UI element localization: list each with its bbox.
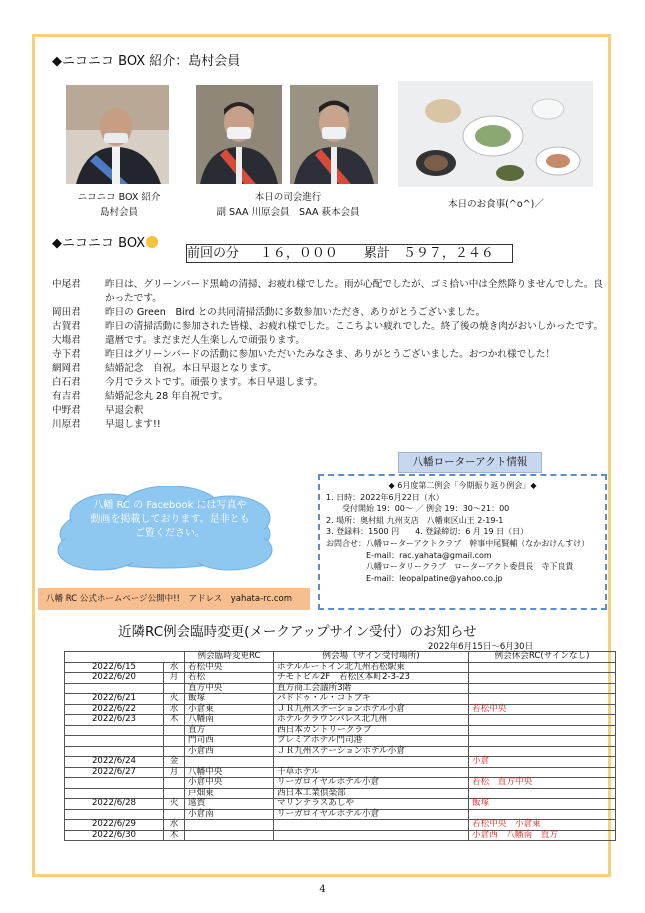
table-cell-date: [65, 683, 164, 694]
table-row: [65, 673, 616, 684]
photo-kawahara: [196, 85, 282, 184]
table-cell-dow: [164, 788, 185, 799]
table-cell-place: リーガロイヤルホテル小倉: [274, 809, 469, 820]
table-cell-off: [469, 694, 616, 705]
table-cell-dow: 水: [164, 704, 185, 715]
message-name: 大塲君: [52, 335, 81, 346]
table-row: [65, 809, 616, 820]
table-cell-date: [65, 778, 164, 789]
table-row: [65, 725, 616, 736]
table-cell-place: [274, 820, 469, 831]
rotaract-title: 八幡ローターアクト情報: [398, 452, 542, 473]
rotaract-line: E-mail：rac.yahata@gmail.com: [326, 550, 492, 560]
table-cell-date: [65, 809, 164, 820]
message-text: 昨日は、グリーンバード黒崎の清掃、お疲れ様でした。雨が心配でしたが、ゴミ拾い中は全然降りませんでした。良かったです。: [105, 279, 604, 304]
table-header: [65, 652, 616, 663]
message-name: 古賀君: [52, 321, 81, 332]
table-cell-off: [469, 767, 616, 778]
table-cell-dow: 木: [164, 715, 185, 726]
table-row: [65, 788, 616, 799]
table-cell-place: ＪＲ九州ステーションホテル小倉: [274, 746, 469, 757]
table-row: [65, 757, 616, 768]
message-row: [52, 278, 604, 306]
table-row: [65, 715, 616, 726]
table-cell-off: [469, 715, 616, 726]
message-name: 有吉君: [52, 391, 81, 402]
table-cell-rc: 直方中央: [185, 683, 274, 694]
heading-niconico-intro: ◆ニコニコ BOX 紹介：島村会員: [52, 54, 241, 69]
table-row: [65, 799, 616, 810]
donation-summary: 前回の分 １６，０００ 累計 ５９７，２４６: [186, 244, 513, 263]
table-cell-date: [65, 746, 164, 757]
table-cell-rc: 小倉東: [185, 704, 274, 715]
table-cell-rc: 小倉中央: [185, 778, 274, 789]
homepage-banner-text: 八幡 RC 公式ホームページ公開中!! アドレス yahata-rc.com: [46, 594, 292, 604]
message-row: [52, 348, 604, 362]
caption-shimamura-line2: 島村会員: [99, 207, 138, 218]
message-name: 中野君: [52, 405, 81, 416]
table-cell-rc: 若松: [185, 673, 274, 684]
header-cell: 例会休会RC(サインなし): [469, 652, 616, 663]
table-cell-dow: 金: [164, 757, 185, 768]
smile-icon: [146, 236, 158, 248]
table-row: [65, 736, 616, 747]
message-row: [52, 418, 604, 432]
message-text: 昨日の清掃活動に参加された皆様、お疲れ様でした。ここちよい疲れでした。終了後の焼き肉がおいしかったです。: [105, 321, 604, 332]
table-cell-date: [65, 788, 164, 799]
homepage-banner[interactable]: [38, 588, 310, 610]
table-cell-dow: 木: [164, 830, 185, 841]
table-cell-dow: 水: [164, 820, 185, 831]
table-row: [65, 746, 616, 757]
table-cell-date: 2022/6/22: [65, 704, 164, 715]
table-cell-rc: [185, 820, 274, 831]
table-cell-date: 2022/6/15: [65, 662, 164, 673]
table-cell-place: 西日本工業倶楽部: [274, 788, 469, 799]
table-cell-rc: 戸畑東: [185, 788, 274, 799]
table-cell-off: 飯塚: [469, 799, 616, 810]
message-text: 今月でラストです。頑張ります。本日早退します。: [105, 377, 324, 388]
message-text: 還暦です。まだまだ人生楽しんで頑張ります。: [105, 335, 305, 346]
message-text: 早退会釈: [105, 405, 144, 416]
table-row: [65, 830, 616, 841]
photo-meal: [398, 81, 593, 187]
message-row: [52, 306, 604, 320]
table-cell-off: 若松中央 小倉東: [469, 820, 616, 831]
table-cell-dow: [164, 736, 185, 747]
table-cell-place: 直方商工会議所3階: [274, 683, 469, 694]
table-cell-dow: [164, 683, 185, 694]
table-cell-place: 千草ホテル: [274, 767, 469, 778]
table-cell-off: [469, 809, 616, 820]
table-row: [65, 694, 616, 705]
table-cell-off: 若松 直方中央: [469, 778, 616, 789]
table-cell-date: 2022/6/23: [65, 715, 164, 726]
table-cell-rc: 直方: [185, 725, 274, 736]
donation-messages: [52, 278, 604, 432]
table-row: [65, 767, 616, 778]
table-cell-rc: 八幡南: [185, 715, 274, 726]
table-row: [65, 704, 616, 715]
table-cell-place: ＪＲ九州ステーションホテル小倉: [274, 704, 469, 715]
caption-shimamura-line1: ニコニコ BOX 紹介: [77, 192, 161, 203]
message-row: [52, 376, 604, 390]
message-name: 寺下君: [52, 349, 81, 360]
table-cell-rc: [185, 757, 274, 768]
rotaract-line: 八幡ロータリークラブ ローターアクト委員長 寺下良貴: [326, 562, 574, 572]
table-cell-off: [469, 673, 616, 684]
notice-title: 近隣RC例会臨時変更(メークアップサイン受付）のお知らせ: [118, 624, 477, 640]
caption-mc: [190, 190, 386, 220]
message-name: 白石君: [52, 377, 81, 388]
table-cell-date: 2022/6/21: [65, 694, 164, 705]
table-cell-dow: [164, 778, 185, 789]
table-cell-place: [274, 757, 469, 768]
table-cell-dow: 水: [164, 662, 185, 673]
table-cell-place: パドドゥ・ル・コトブキ: [274, 694, 469, 705]
table-cell-place: 西日本カントリークラブ: [274, 725, 469, 736]
message-row: [52, 404, 604, 418]
table-cell-off: [469, 746, 616, 757]
caption-meal: 本日のお食事(^o^)／: [448, 199, 544, 210]
table-cell-rc: 遠賀: [185, 799, 274, 810]
table-cell-rc: 小倉西: [185, 746, 274, 757]
table-cell-date: 2022/6/30: [65, 830, 164, 841]
message-name: 網岡君: [52, 363, 81, 374]
photo-hagimoto: [290, 85, 378, 184]
rotaract-line: ◆ 6月度第二例会「今期振り返り例会」◆: [388, 481, 537, 490]
photo-shimamura: [66, 85, 169, 184]
table-cell-rc: 門司西: [185, 736, 274, 747]
rotaract-line: 2. 場所：奥村組 九州支店 八幡東区山王 2-19-1: [326, 515, 504, 525]
rotaract-info: [318, 474, 607, 610]
caption-mc-line2: 副 SAA 川原会員 SAA 萩本会員: [216, 207, 360, 218]
message-row: [52, 390, 604, 404]
message-text: 早退します!!: [105, 419, 161, 430]
heading-niconico-box-label: ◆ニコニコ BOX: [52, 236, 146, 251]
notice-period: 2022年6月15日～6月30日: [428, 642, 534, 652]
table-cell-off: 小倉西 八幡南 直方: [469, 830, 616, 841]
table-cell-place: [274, 830, 469, 841]
table-cell-rc: 小倉南: [185, 809, 274, 820]
table-cell-rc: 飯塚: [185, 694, 274, 705]
message-text: 結婚記念丸 28 年自祝です。: [105, 391, 229, 402]
caption-mc-line1: 本日の司会進行: [254, 192, 322, 203]
makeup-table: [64, 651, 616, 841]
table-cell-off: 小倉: [469, 757, 616, 768]
table-cell-place: ホテルクラウンパレス北九州: [274, 715, 469, 726]
table-cell-rc: 八幡中央: [185, 767, 274, 778]
header-cell: 例会臨時変更RC: [185, 652, 274, 663]
message-name: 岡田君: [52, 307, 81, 318]
rotaract-line: E-mail：leopalpatine@yahoo.co.jp: [326, 573, 503, 583]
message-text: 結婚記念 自祝。本日早退となります。: [105, 363, 277, 374]
message-name: 中尾君: [52, 279, 81, 290]
rotaract-line: お問合せ：八幡ローターアクトクラブ 幹事中尾賢輔（なかおけんすけ）: [326, 538, 590, 548]
rotaract-line: 3. 登録料：1500 円 4. 登録締切：6 月 19 日（日）: [326, 527, 529, 537]
table-cell-date: 2022/6/20: [65, 673, 164, 684]
table-cell-date: [65, 725, 164, 736]
table-cell-dow: [164, 725, 185, 736]
table-cell-off: [469, 683, 616, 694]
table-cell-date: [65, 736, 164, 747]
table-cell-off: 若松中央: [469, 704, 616, 715]
rotaract-line: 受付開始 19：00～ ／ 例会 19：30～21：00: [326, 504, 510, 514]
message-text: 昨日の Green Bird との共同清掃活動に多数参加いただき、ありがとうございました。: [105, 307, 486, 318]
message-row: [52, 320, 604, 334]
table-cell-date: 2022/6/24: [65, 757, 164, 768]
table-cell-place: チモトビル2F 若松区本町2-3-23: [274, 673, 469, 684]
table-cell-off: [469, 662, 616, 673]
table-cell-date: 2022/6/29: [65, 820, 164, 831]
rotaract-line: 1. 日時：2022年6月22日（水）: [326, 492, 444, 502]
table-row: [65, 820, 616, 831]
table-row: [65, 683, 616, 694]
table-cell-dow: 月: [164, 673, 185, 684]
message-text: 昨日はグリーンバードの活動に参加いただいたみなさま、ありがとうございました。おつかれ様でした！: [105, 349, 555, 360]
heading-niconico-box: [52, 232, 158, 251]
table-cell-rc: [185, 830, 274, 841]
table-cell-date: 2022/6/28: [65, 799, 164, 810]
table-cell-dow: [164, 746, 185, 757]
table-row: [65, 778, 616, 789]
header-cell: 例会場（サイン受付場所): [274, 652, 469, 663]
table-cell-dow: 火: [164, 694, 185, 705]
message-row: [52, 334, 604, 348]
table-cell-dow: 月: [164, 767, 185, 778]
table-cell-off: [469, 736, 616, 747]
table-cell-place: プレミアホテル門司港: [274, 736, 469, 747]
message-name: 川原君: [52, 419, 81, 430]
table-cell-off: [469, 788, 616, 799]
table-cell-dow: [164, 809, 185, 820]
table-cell-place: マリンテラスあしや: [274, 799, 469, 810]
table-row: [65, 662, 616, 673]
table-cell-off: [469, 725, 616, 736]
message-row: [52, 362, 604, 376]
table-cell-place: リーガロイヤルホテル小倉: [274, 778, 469, 789]
header-cell: [65, 652, 185, 663]
table-cell-date: 2022/6/27: [65, 767, 164, 778]
facebook-note: 八幡 RC の Facebook には写真や動画を掲載しております。是非ともご覧ください。: [90, 500, 250, 539]
page-number: 4: [319, 884, 326, 895]
table-cell-dow: 火: [164, 799, 185, 810]
table-cell-rc: 若松中央: [185, 662, 274, 673]
table-cell-place: ホテルルートイン北九州若松駅東: [274, 662, 469, 673]
caption-shimamura: [60, 190, 178, 220]
